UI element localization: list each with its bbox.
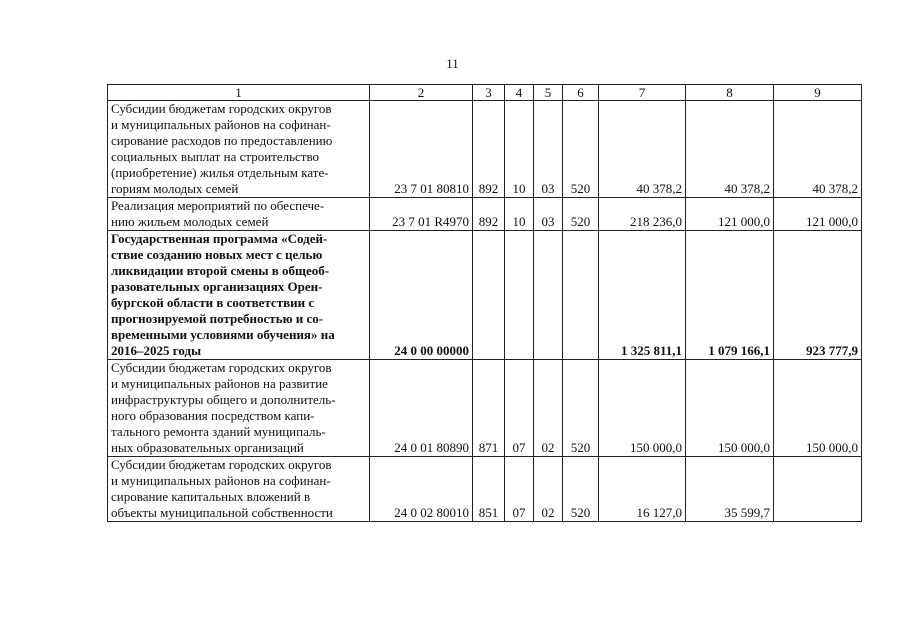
row-amount-2-cell: 1 079 166,1 — [686, 231, 774, 360]
row-col4-cell: 10 — [505, 101, 534, 198]
row-col4-cell: 07 — [505, 360, 534, 457]
row-col4-cell — [505, 231, 534, 360]
row-name-cell: Субсидии бюджетам городских округов и муниципальных районов на софинан- сирование расходов по предоставлению социальных выплат на строительство (приобретение) жилья отдельным кате- гориям молодых семей — [108, 101, 370, 198]
row-amount-3-cell: 40 378,2 — [774, 101, 862, 198]
row-col3-cell — [473, 231, 505, 360]
row-amount-3-cell: 150 000,0 — [774, 360, 862, 457]
row-amount-2-cell: 150 000,0 — [686, 360, 774, 457]
row-amount-2-cell: 40 378,2 — [686, 101, 774, 198]
header-cell-3: 3 — [473, 85, 505, 101]
table-row — [108, 231, 862, 360]
row-col6-cell: 520 — [563, 198, 599, 231]
row-amount-1-cell: 1 325 811,1 — [599, 231, 686, 360]
row-name-cell: Реализация мероприятий по обеспече- нию жильем молодых семей — [108, 198, 370, 231]
row-col6-cell — [563, 231, 599, 360]
row-amount-2-cell: 35 599,7 — [686, 457, 774, 522]
row-code-cell: 23 7 01 80810 — [370, 101, 473, 198]
row-col6-cell: 520 — [563, 360, 599, 457]
row-col5-cell: 02 — [534, 457, 563, 522]
row-col3-cell: 851 — [473, 457, 505, 522]
table-row — [108, 101, 862, 198]
header-cell-4: 4 — [505, 85, 534, 101]
row-amount-3-cell — [774, 457, 862, 522]
row-amount-1-cell: 40 378,2 — [599, 101, 686, 198]
row-amount-1-cell: 150 000,0 — [599, 360, 686, 457]
row-code-cell: 24 0 01 80890 — [370, 360, 473, 457]
page-number: 11 — [446, 56, 459, 71]
row-code-cell: 23 7 01 R4970 — [370, 198, 473, 231]
row-col4-cell: 07 — [505, 457, 534, 522]
row-code-cell: 24 0 00 00000 — [370, 231, 473, 360]
row-name-cell: Субсидии бюджетам городских округов и муниципальных районов на развитие инфраструктуры общего и дополнитель- ного образования посредством капи- тального ремонта зданий муниципаль- ных образовательных организаций — [108, 360, 370, 457]
budget-table — [107, 84, 862, 522]
header-row — [108, 85, 862, 101]
row-name-cell: Государственная программа «Содей- ствие созданию новых мест с целью ликвидации второй смены в общеоб- разовательных организациях Орен- бургской области в соответствии с прогнозируемой потребностью и со- временными условиями обучения» на 2016–2025 годы — [108, 231, 370, 360]
header-cell-1: 1 — [108, 85, 370, 101]
row-name-cell: Субсидии бюджетам городских округов и муниципальных районов на софинан- сирование капитальных вложений в объекты муниципальной собственности — [108, 457, 370, 522]
row-amount-2-cell: 121 000,0 — [686, 198, 774, 231]
row-col5-cell: 03 — [534, 101, 563, 198]
table-row — [108, 198, 862, 231]
row-col4-cell: 10 — [505, 198, 534, 231]
row-amount-3-cell: 923 777,9 — [774, 231, 862, 360]
row-col3-cell: 892 — [473, 198, 505, 231]
row-col6-cell: 520 — [563, 101, 599, 198]
row-col5-cell — [534, 231, 563, 360]
row-col3-cell: 871 — [473, 360, 505, 457]
header-cell-6: 6 — [563, 85, 599, 101]
table-row — [108, 360, 862, 457]
header-cell-5: 5 — [534, 85, 563, 101]
row-col3-cell: 892 — [473, 101, 505, 198]
header-cell-8: 8 — [686, 85, 774, 101]
row-amount-1-cell: 218 236,0 — [599, 198, 686, 231]
row-col5-cell: 03 — [534, 198, 563, 231]
header-cell-7: 7 — [599, 85, 686, 101]
row-code-cell: 24 0 02 80010 — [370, 457, 473, 522]
header-cell-2: 2 — [370, 85, 473, 101]
row-amount-1-cell: 16 127,0 — [599, 457, 686, 522]
header-cell-9: 9 — [774, 85, 862, 101]
table-row — [108, 457, 862, 522]
row-col5-cell: 02 — [534, 360, 563, 457]
row-col6-cell: 520 — [563, 457, 599, 522]
row-amount-3-cell: 121 000,0 — [774, 198, 862, 231]
